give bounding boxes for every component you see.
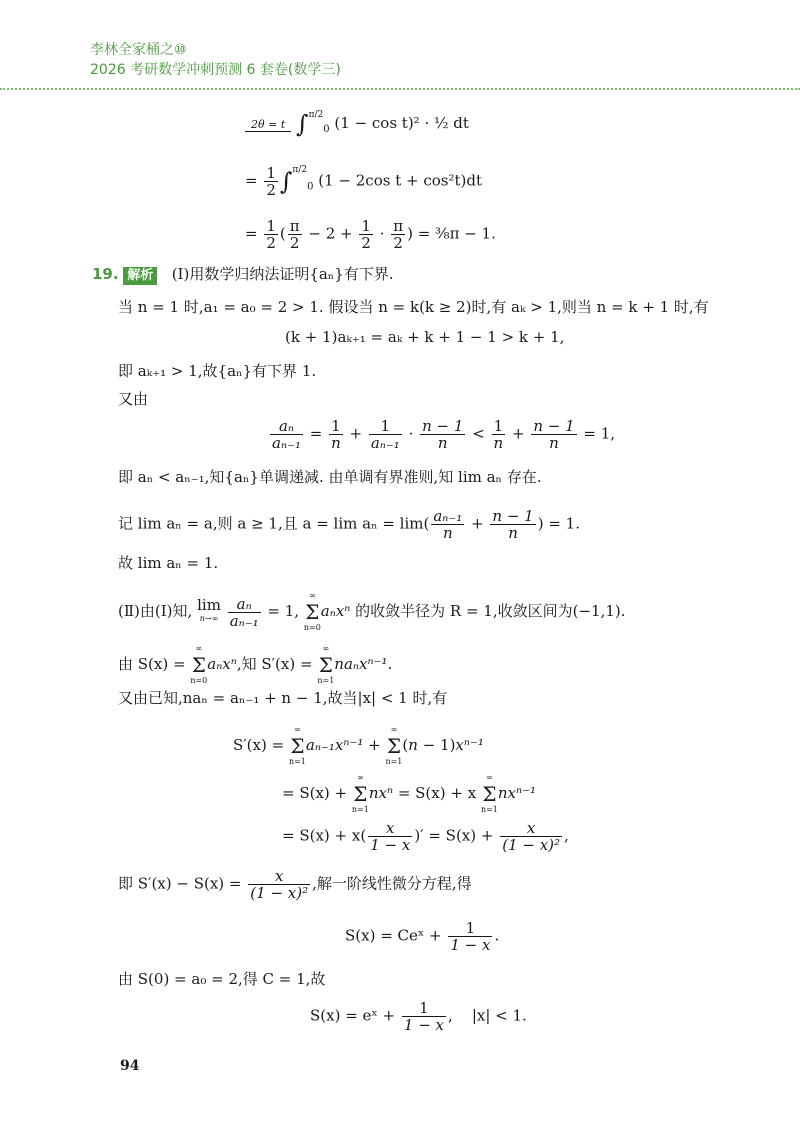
ode-text: 即 S′(x) − S(x) =	[118, 874, 242, 893]
general-solution: S(x) = Ceˣ + $\frac{1}{1 - x}$ .	[345, 919, 500, 954]
calc-expr-3: = ⅜π − 1.	[417, 224, 496, 243]
derivation-line-1: S′(x) = ∞ Σ n=1 aₙ₋₁xⁿ⁻¹ + ∞ Σ n=1 (n − 1)xⁿ⁻¹	[233, 725, 484, 766]
calc-expr-1: (1 − cos t)² · ½ dt	[334, 114, 469, 132]
substitution-label: 2θ = t	[245, 118, 291, 132]
part1-title: (Ⅰ)用数学归纳法证明{aₙ}有下界.	[171, 265, 394, 283]
calc-line-3: = $\frac{1}{2}$ ( $\frac{\pi}{2}$ − 2 + $\frac{1}{2}$ · $\frac{\pi}{2}$ ) = ⅜π − 1.	[245, 217, 496, 252]
question-number: 19.	[92, 265, 119, 283]
running-header	[90, 40, 341, 80]
limit-line: 记 lim aₙ = a,则 a ≥ 1,且 a = lim aₙ = lim( $\frac{\text{aₙ₋₁}}{n}$ + $\frac{n - 1}{n}$ ) = 1.	[118, 507, 580, 542]
ratio-inequality: $\frac{\text{aₙ}}{\text{aₙ₋₁}}$ = $\frac{1}{n}$ + $\frac{1}{\text{aₙ₋₁}}$ · $\frac{n - 1}{n}$ < $\frac{1}{n}$ + $\frac{n - 1}{n}$ = 1,	[272, 417, 616, 452]
text-line: 故 lim aₙ = 1.	[118, 554, 219, 572]
text-line: 当 n = 1 时,a₁ = a₀ = 2 > 1. 假设当 n = k(k ≥ 2)时,有 aₖ > 1,则当 n = k + 1 时,有	[118, 298, 709, 316]
series-text: 由 S(x) =	[118, 655, 186, 673]
solution-tag: 解析	[123, 267, 157, 285]
derivation-line-3: = S(x) + x( $\frac{x}{1 - x}$ )′ = S(x) + $\frac{x}{\text{(1 − x)²}}$ ,	[282, 819, 569, 854]
book-series-title: 李林全家桶之⑩	[90, 42, 187, 58]
text-line: 又由已知,naₙ = aₙ₋₁ + n − 1,故当|x| < 1 时,有	[118, 689, 448, 707]
part2-text: (Ⅱ)由(Ⅰ)知,	[118, 602, 193, 620]
series-text-b: ,知 S′(x) =	[236, 655, 313, 673]
calc-line-1: 2θ = t ∫$^{\pi/2}_0$ (1 − cos t)² · ½ dt	[245, 110, 469, 138]
header-divider	[0, 88, 800, 90]
final-solution: S(x) = eˣ + $\frac{1}{1 - x}$ , |x| < 1.	[310, 999, 527, 1034]
derivation-line-2: = S(x) + ∞ Σ n=1 nxⁿ = S(x) + x ∞ Σ n=1 nxⁿ⁻¹	[282, 773, 537, 814]
page-number: 94	[120, 1058, 140, 1074]
part2-text-b: 的收敛半径为 R = 1,收敛区间为(−1,1).	[355, 602, 626, 620]
ode-line: 即 S′(x) − S(x) = $\frac{x}{\text{(1 − x)²}}$ ,解一阶线性微分方程,得	[118, 867, 472, 902]
text-line: 又由	[118, 390, 149, 408]
text-line: 由 S(0) = a₀ = 2,得 C = 1,故	[118, 970, 326, 988]
domain-text: |x| < 1.	[471, 1006, 527, 1025]
calc-line-2: = $\frac{1}{2}$ ∫$^{\pi/2}_0$ (1 − 2cos t + cos²t)dt	[245, 164, 482, 199]
text-line: 即 aₙ < aₙ₋₁,知{aₙ}单调递减. 由单调有界准则,知 lim aₙ 存在.	[118, 468, 542, 486]
book-title: 2026 考研数学冲刺预测 6 套卷(数学三)	[90, 62, 341, 78]
text-line: 即 aₖ₊₁ > 1,故{aₙ}有下界 1.	[118, 362, 317, 380]
limit-text: 记 lim aₙ = a,则 a ≥ 1,且 a = lim aₙ = lim(	[118, 514, 430, 533]
q19-heading	[92, 263, 394, 285]
ode-text-b: ,解一阶线性微分方程,得	[312, 874, 472, 893]
series-line: 由 S(x) = ∞ Σ n=0 aₙxⁿ,知 S′(x) = ∞ Σ n=1 naₙxⁿ⁻¹.	[118, 644, 393, 685]
calc-expr-2: (1 − 2cos t + cos²t)dt	[318, 171, 482, 190]
text-line: (k + 1)aₖ₊₁ = aₖ + k + 1 − 1 > k + 1,	[285, 328, 565, 346]
part2-line: (Ⅱ)由(Ⅰ)知, lim n→∞ $\frac{\text{aₙ}}{\text{aₙ₋₁}}$ = 1, ∞ Σ n=0 aₙxⁿ 的收敛半径为 R = 1,收敛区间为(−1,1).	[118, 591, 626, 632]
